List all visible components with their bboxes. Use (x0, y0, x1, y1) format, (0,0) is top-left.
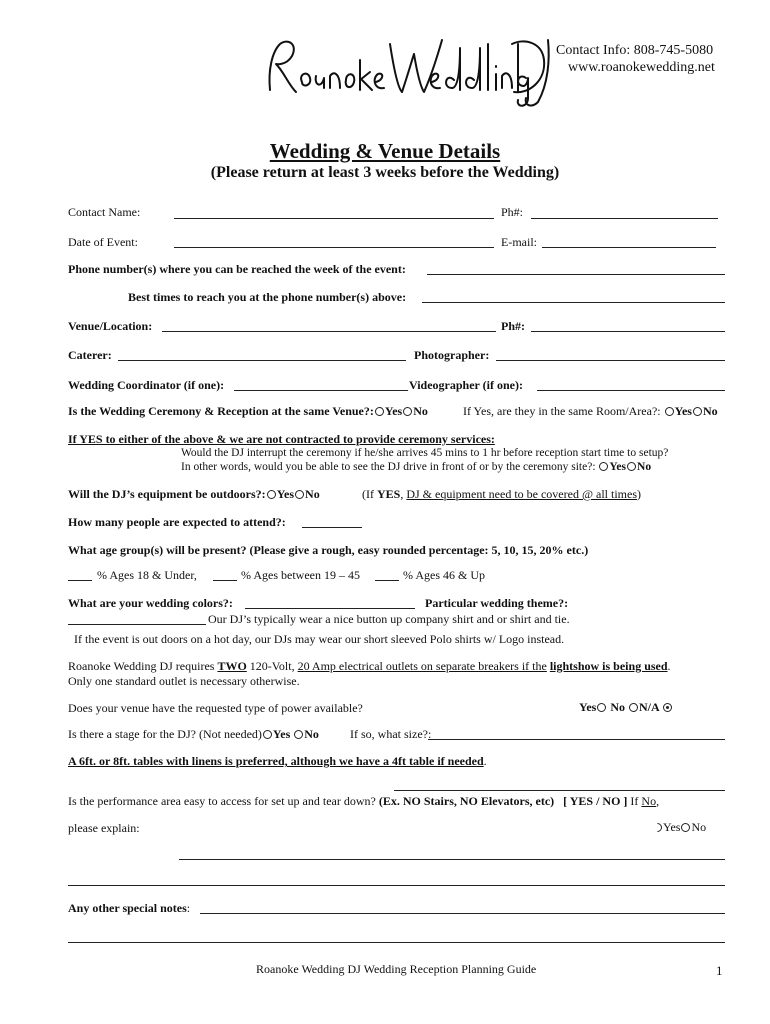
outdoors-question: Will the DJ’s equipment be outdoors?: (68, 487, 266, 501)
theme-field[interactable] (68, 624, 206, 625)
best-times-label: Best times to reach you at the phone number(s) above: (128, 290, 407, 304)
contact-info: Contact Info: 808-745-5080 (556, 43, 714, 58)
explain-line-2[interactable] (68, 885, 725, 886)
best-times-field[interactable] (422, 302, 725, 303)
outdoors-note-close: ) (637, 487, 641, 501)
same-room-yes-label: Yes (674, 404, 692, 418)
contact-ph-label: Ph#: (501, 205, 524, 219)
same-room-yes-radio[interactable] (665, 407, 674, 416)
other-words-question: In other words, would you be able to see the DJ drive in front of or by the ceremony site?: (181, 461, 596, 473)
caterer-label: Caterer: (68, 348, 112, 362)
stage-size-field[interactable] (428, 739, 725, 740)
power-yes-radio[interactable] (597, 703, 606, 712)
other-words-row (181, 461, 651, 473)
same-venue-question: Is the Wedding Ceremony & Reception at the same Venue?: (68, 404, 374, 418)
same-room-row (463, 404, 718, 419)
stage-no-label: No (304, 727, 319, 741)
access-if: If (630, 794, 639, 808)
access-no-radio[interactable] (681, 823, 690, 832)
page-number: 1 (716, 963, 723, 978)
attendance-label: How many people are expected to attend?: (68, 515, 286, 529)
age-46-field[interactable] (375, 580, 399, 581)
outdoors-note (362, 487, 641, 502)
footer-guide: Roanoke Wedding DJ Wedding Reception Planning Guide (256, 962, 537, 976)
hot-day-note: If the event is out doors on a hot day, our DJs may wear our short sleeved Polo shirts w/ Logo instead. (74, 632, 565, 646)
contact-name-label: Contact Name: (68, 205, 141, 219)
power-requirement-note (68, 659, 671, 674)
stage-size-label: If so, what size?: (350, 727, 432, 741)
stage-question: Is there a stage for the DJ? (Not needed) (68, 727, 262, 741)
power-no-label: No (610, 700, 626, 714)
phone-week-field[interactable] (427, 274, 725, 275)
coordinator-field[interactable] (234, 390, 408, 391)
interrupt-question: Would the DJ interrupt the ceremony if he/she arrives 45 mins to 1 hr before reception start time to setup? (181, 447, 669, 459)
logo (262, 30, 552, 110)
outdoors-no-radio[interactable] (295, 490, 304, 499)
outdoors-row (68, 487, 320, 502)
outdoors-yes-radio[interactable] (267, 490, 276, 499)
special-notes-label: Any other special notes (68, 901, 187, 915)
power-question: Does your venue have the requested type of power available? (68, 701, 363, 715)
one-outlet-note: Only one standard outlet is necessary otherwise. (68, 674, 300, 688)
page-subtitle: (Please return at least 3 weeks before the Wedding) (210, 164, 560, 181)
date-of-event-label: Date of Event: (68, 235, 138, 249)
access-top-line (394, 790, 725, 791)
coordinator-label: Wedding Coordinator (if one): (68, 378, 225, 392)
drive-by-no-label: No (637, 461, 652, 473)
venue-field[interactable] (162, 331, 496, 332)
if-yes-heading: If YES to either of the above & we are not contracted to provide ceremony services: (68, 432, 495, 446)
access-options-radios (652, 820, 706, 835)
special-notes-field-2[interactable] (68, 942, 725, 943)
requires-volt: 120-Volt, (249, 659, 295, 673)
stage-yes-label: Yes (272, 727, 291, 741)
videographer-field[interactable] (537, 390, 725, 391)
videographer-label: Videographer (if one): (409, 378, 523, 392)
same-venue-row (68, 404, 428, 419)
date-of-event-field[interactable] (174, 247, 494, 248)
logo-script-image (262, 30, 552, 110)
contact-name-field[interactable] (174, 218, 494, 219)
access-no-label: No (691, 820, 707, 834)
venue-label: Venue/Location: (68, 319, 153, 333)
requires-end: . (667, 659, 671, 673)
theme-label: Particular wedding theme?: (425, 596, 569, 610)
power-na-selected-radio[interactable] (663, 703, 672, 712)
access-comma: , (656, 794, 660, 808)
stage-yes-radio[interactable] (263, 730, 272, 739)
same-venue-yes-label: Yes (384, 404, 403, 418)
colors-field[interactable] (245, 608, 415, 609)
power-na-radio[interactable] (629, 703, 638, 712)
requires-pre: Roanoke Wedding DJ requires (68, 659, 215, 673)
same-venue-no-radio[interactable] (403, 407, 412, 416)
outdoors-note-text: DJ & equipment need to be covered @ all times (406, 487, 637, 501)
please-explain-label: please explain: (68, 821, 140, 835)
access-options: [ YES / NO ] (563, 794, 628, 808)
access-yes-radio[interactable] (651, 821, 664, 834)
age-18-field[interactable] (68, 580, 92, 581)
tables-row (68, 754, 487, 769)
same-room-no-label: No (702, 404, 718, 418)
drive-by-yes-label: Yes (609, 461, 627, 473)
age-46-label: % Ages 46 & Up (403, 568, 485, 582)
power-options (579, 700, 673, 715)
special-notes-colon: : (186, 901, 191, 915)
email-label: E-mail: (501, 235, 537, 249)
page-title: Wedding & Venue Details (269, 139, 501, 163)
age-19-45-field[interactable] (213, 580, 237, 581)
power-na-label: N/A (639, 700, 660, 714)
same-venue-no-label: No (413, 404, 428, 418)
stage-no-radio[interactable] (294, 730, 303, 739)
same-room-no-radio[interactable] (693, 407, 702, 416)
venue-ph-label: Ph#: (501, 319, 525, 333)
age-18-label: % Ages 18 & Under, (97, 568, 197, 582)
requires-two: TWO (217, 659, 247, 673)
photographer-label: Photographer: (414, 348, 490, 362)
outdoors-yes-label: Yes (276, 487, 295, 501)
access-no: No (641, 794, 657, 808)
outdoors-note-open: (If (362, 487, 374, 501)
outdoors-no-label: No (305, 487, 320, 501)
drive-by-yes-radio[interactable] (599, 462, 608, 471)
special-notes-field[interactable] (200, 913, 725, 914)
access-question: Is the performance area easy to access for set up and tear down? (68, 794, 376, 808)
same-venue-yes-radio[interactable] (375, 407, 384, 416)
stage-row (68, 727, 319, 742)
age-groups-question: What age group(s) will be present? (Please give a rough, easy rounded percentage: 5, 10, 15, 20% etc.) (68, 543, 589, 557)
website-link[interactable]: www.roanokewedding.net (568, 60, 715, 75)
access-yes-label: Yes (663, 820, 681, 834)
phone-week-label: Phone number(s) where you can be reached the week of the event: (68, 262, 406, 276)
special-notes-row (68, 901, 190, 916)
same-room-question: If Yes, are they in the same Room/Area?: (463, 404, 661, 418)
tables-note: A 6ft. or 8ft. tables with linens is preferred, although we have a 4ft table if needed (68, 754, 484, 768)
outdoors-note-comma: , (400, 487, 404, 501)
photographer-field[interactable] (496, 360, 725, 361)
attendance-field[interactable] (302, 527, 362, 528)
outdoors-note-yes: YES (377, 487, 401, 501)
caterer-field[interactable] (118, 360, 406, 361)
drive-by-no-radio[interactable] (627, 462, 636, 471)
requires-lightshow: lightshow is being used (549, 659, 668, 673)
explain-line-1[interactable] (179, 859, 725, 860)
access-example: (Ex. NO Stairs, NO Elevators, etc) (378, 794, 555, 808)
tables-end: . (483, 754, 487, 768)
power-yes-label: Yes (579, 700, 597, 714)
age-19-45-label: % Ages between 19 – 45 (241, 568, 360, 582)
email-field[interactable] (542, 247, 716, 248)
access-row (68, 794, 659, 809)
venue-ph-field[interactable] (531, 331, 725, 332)
dress-code-note: Our DJ’s typically wear a nice button up company shirt and or shirt and tie. (208, 612, 570, 626)
contact-ph-field[interactable] (531, 218, 718, 219)
colors-label: What are your wedding colors?: (68, 596, 233, 610)
requires-amp: 20 Amp electrical outlets on separate breakers if the (297, 659, 547, 673)
